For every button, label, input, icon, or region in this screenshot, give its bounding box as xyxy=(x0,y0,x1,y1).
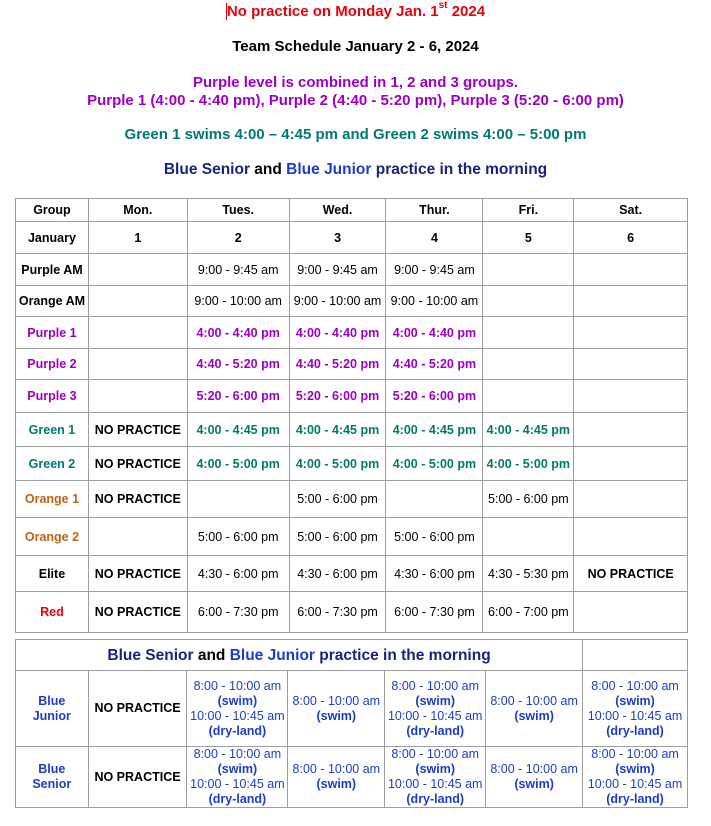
table-row xyxy=(16,413,688,447)
schedule-cell: 4:30 - 6:00 pm xyxy=(187,556,289,592)
dryland-label: (dry-land) xyxy=(606,792,664,806)
blue-schedule-cell xyxy=(385,747,486,808)
dryland-time: 10:00 - 10:45 am xyxy=(387,708,483,723)
schedule-cell xyxy=(88,518,187,556)
blue-group-line1: Blue xyxy=(38,693,66,708)
group-name: Purple AM xyxy=(16,254,89,286)
schedule-cell xyxy=(483,349,574,380)
schedule-cell xyxy=(574,286,688,317)
group-name: Elite xyxy=(16,556,89,592)
schedule-cell: 4:00 - 4:40 pm xyxy=(386,317,483,349)
schedule-cell: 4:30 - 5:30 pm xyxy=(483,556,574,592)
blue-schedule-cell xyxy=(486,671,583,747)
schedule-cell: 6:00 - 7:00 pm xyxy=(483,592,574,633)
schedule-cell xyxy=(574,349,688,380)
dryland-label: (dry-land) xyxy=(208,792,267,806)
header-row-cell: Sat. xyxy=(574,199,688,222)
schedule-cell: NO PRACTICE xyxy=(88,481,187,518)
group-name: Purple 1 xyxy=(16,317,89,349)
green-note: Green 1 swims 4:00 – 4:45 pm and Green 2 swims 4:00 – 5:00 pm xyxy=(124,126,587,143)
group-name: Orange 1 xyxy=(16,481,89,518)
table-row xyxy=(16,592,688,633)
schedule-cell: 4:40 - 5:20 pm xyxy=(289,349,386,380)
date-row-cell: January xyxy=(16,222,89,254)
table-row xyxy=(16,317,688,349)
table-row xyxy=(16,481,688,518)
schedule-cell: NO PRACTICE xyxy=(88,447,187,481)
schedule-cell: NO PRACTICE xyxy=(574,556,688,592)
table-row xyxy=(16,349,688,380)
header-row-cell: Thur. xyxy=(386,199,483,222)
blue-table-heading-row xyxy=(16,640,688,671)
swim-label: (swim) xyxy=(615,693,655,708)
schedule-cell xyxy=(483,286,574,317)
schedule-cell xyxy=(483,317,574,349)
schedule-cell: 6:00 - 7:30 pm xyxy=(386,592,483,633)
swim-label: (swim) xyxy=(615,762,655,776)
swim-time: 8:00 - 10:00 am xyxy=(490,693,578,708)
header-row-cell: Mon. xyxy=(88,199,187,222)
schedule-cell: 4:00 - 4:40 pm xyxy=(187,317,289,349)
schedule-cell: 9:00 - 10:00 am xyxy=(187,286,289,317)
blue-schedule-cell xyxy=(187,671,288,747)
blue-schedule-cell xyxy=(187,747,288,808)
swim-label: (swim) xyxy=(316,708,357,723)
swim-time: 8:00 - 10:00 am xyxy=(193,747,282,761)
schedule-cell xyxy=(88,286,187,317)
schedule-cell: 9:00 - 9:45 am xyxy=(289,254,386,286)
table-row xyxy=(16,447,688,481)
dryland-label: (dry-land) xyxy=(406,723,465,738)
header-row-cell: Tues. xyxy=(187,199,289,222)
schedule-cell xyxy=(574,413,688,447)
dryland-label: (dry-land) xyxy=(606,723,664,738)
blue-table-row xyxy=(16,747,688,808)
schedule-cell: 5:00 - 6:00 pm xyxy=(386,518,483,556)
schedule-cell xyxy=(88,380,187,413)
schedule-cell: 5:20 - 6:00 pm xyxy=(386,380,483,413)
schedule-cell: 4:00 - 4:45 pm xyxy=(187,413,289,447)
schedule-cell: 6:00 - 7:30 pm xyxy=(187,592,289,633)
schedule-cell: 4:00 - 5:00 pm xyxy=(289,447,386,481)
swim-label: (swim) xyxy=(415,693,455,708)
blue-table-heading: Blue Senior and Blue Junior practice in the morning xyxy=(16,640,583,671)
schedule-cell: 4:40 - 5:20 pm xyxy=(187,349,289,380)
schedule-cell xyxy=(574,481,688,518)
schedule-cell: 9:00 - 10:00 am xyxy=(289,286,386,317)
header-row xyxy=(16,199,688,222)
schedule-cell xyxy=(483,518,574,556)
purple-note-line1: Purple level is combined in 1, 2 and 3 groups. xyxy=(192,74,519,91)
swim-label: (swim) xyxy=(415,762,455,776)
blue-group-line2: Junior xyxy=(32,708,71,723)
blue-schedule-cell xyxy=(486,747,583,808)
swim-time: 8:00 - 10:00 am xyxy=(391,747,479,761)
table-row xyxy=(16,286,688,317)
blue-group-name xyxy=(16,671,89,747)
page-title: Team Schedule January 2 - 6, 2024 xyxy=(232,38,479,55)
group-name: Orange AM xyxy=(16,286,89,317)
date-row-cell: 2 xyxy=(187,222,289,254)
schedule-cell: 4:00 - 4:40 pm xyxy=(289,317,386,349)
dryland-time: 10:00 - 10:45 am xyxy=(190,777,285,791)
group-name: Green 2 xyxy=(16,447,89,481)
schedule-cell xyxy=(574,380,688,413)
schedule-cell: 4:00 - 5:00 pm xyxy=(187,447,289,481)
swim-label: (swim) xyxy=(514,708,554,723)
date-row-cell: 5 xyxy=(483,222,574,254)
schedule-cell: 4:40 - 5:20 pm xyxy=(386,349,483,380)
schedule-cell: 5:00 - 6:00 pm xyxy=(289,518,386,556)
schedule-cell: 4:30 - 6:00 pm xyxy=(289,556,386,592)
schedule-cell xyxy=(574,254,688,286)
swim-label: (swim) xyxy=(514,777,554,791)
blue-group-name xyxy=(16,747,89,808)
no-practice-cell: NO PRACTICE xyxy=(88,671,187,747)
blue-schedule-cell xyxy=(583,747,688,808)
blue-schedule-cell xyxy=(583,671,688,747)
date-row-cell: 4 xyxy=(386,222,483,254)
swim-time: 8:00 - 10:00 am xyxy=(490,762,578,776)
schedule-cell xyxy=(187,481,289,518)
schedule-cell xyxy=(88,317,187,349)
blue-schedule-cell xyxy=(288,671,385,747)
dryland-time: 10:00 - 10:45 am xyxy=(387,777,483,791)
swim-label: (swim) xyxy=(316,777,357,791)
dryland-time: 10:00 - 10:45 am xyxy=(587,777,683,791)
blue-table xyxy=(15,639,688,808)
swim-time: 8:00 - 10:00 am xyxy=(292,762,381,776)
header-row-cell: Fri. xyxy=(483,199,574,222)
schedule-cell: 4:00 - 5:00 pm xyxy=(386,447,483,481)
dryland-label: (dry-land) xyxy=(406,792,465,806)
schedule-cell: 4:30 - 6:00 pm xyxy=(386,556,483,592)
table-row xyxy=(16,380,688,413)
swim-time: 8:00 - 10:00 am xyxy=(292,693,381,708)
schedule-cell: 5:20 - 6:00 pm xyxy=(187,380,289,413)
schedule-cell: NO PRACTICE xyxy=(88,413,187,447)
schedule-cell xyxy=(386,481,483,518)
schedule-cell xyxy=(574,592,688,633)
swim-time: 8:00 - 10:00 am xyxy=(591,747,679,761)
schedule-cell: 4:00 - 4:45 pm xyxy=(289,413,386,447)
blue-note: Blue Senior and Blue Junior practice in the morning xyxy=(163,161,548,178)
group-name: Red xyxy=(16,592,89,633)
purple-note-line2: Purple 1 (4:00 - 4:40 pm), Purple 2 (4:40 - 5:20 pm), Purple 3 (5:20 - 6:00 pm) xyxy=(87,92,624,109)
schedule-cell xyxy=(88,349,187,380)
group-name: Purple 2 xyxy=(16,349,89,380)
schedule-cell xyxy=(574,317,688,349)
schedule-cell: 5:00 - 6:00 pm xyxy=(483,481,574,518)
date-row-cell: 3 xyxy=(289,222,386,254)
blue-table-heading-empty xyxy=(583,640,688,671)
schedule-cell: 9:00 - 9:45 am xyxy=(187,254,289,286)
schedule-cell xyxy=(483,380,574,413)
swim-label: (swim) xyxy=(217,762,258,776)
swim-label: (swim) xyxy=(217,693,258,708)
schedule-cell xyxy=(574,447,688,481)
schedule-cell: 5:20 - 6:00 pm xyxy=(289,380,386,413)
header-row-cell: Group xyxy=(16,199,89,222)
swim-time: 8:00 - 10:00 am xyxy=(591,678,679,693)
schedule-cell: 9:00 - 10:00 am xyxy=(386,286,483,317)
date-row-cell: 6 xyxy=(574,222,688,254)
blue-table-body xyxy=(16,671,688,808)
dryland-time: 10:00 - 10:45 am xyxy=(190,708,285,723)
dryland-time: 10:00 - 10:45 am xyxy=(587,708,683,723)
table-row xyxy=(16,518,688,556)
schedule-cell xyxy=(574,518,688,556)
schedule-cell xyxy=(88,254,187,286)
schedule-cell xyxy=(483,254,574,286)
group-name: Green 1 xyxy=(16,413,89,447)
blue-schedule-cell xyxy=(385,671,486,747)
group-name: Purple 3 xyxy=(16,380,89,413)
schedule-cell: NO PRACTICE xyxy=(88,556,187,592)
schedule-table xyxy=(15,198,688,633)
schedule-cell: 4:00 - 4:45 pm xyxy=(386,413,483,447)
date-row xyxy=(16,222,688,254)
swim-time: 8:00 - 10:00 am xyxy=(391,678,479,693)
schedule-cell: 6:00 - 7:30 pm xyxy=(289,592,386,633)
header-row-cell: Wed. xyxy=(289,199,386,222)
blue-group-line1: Blue xyxy=(38,762,66,776)
dryland-label: (dry-land) xyxy=(208,723,267,738)
swim-time: 8:00 - 10:00 am xyxy=(193,678,282,693)
schedule-cell: NO PRACTICE xyxy=(88,592,187,633)
schedule-cell: 4:00 - 5:00 pm xyxy=(483,447,574,481)
group-name: Orange 2 xyxy=(16,518,89,556)
schedule-table-body xyxy=(16,199,688,633)
schedule-cell: 5:00 - 6:00 pm xyxy=(289,481,386,518)
table-row xyxy=(16,556,688,592)
blue-group-line2: Senior xyxy=(32,777,72,791)
blue-table-row xyxy=(16,671,688,747)
no-practice-notice: No practice on Monday Jan. 1st 2024 xyxy=(226,0,486,20)
schedule-cell: 5:00 - 6:00 pm xyxy=(187,518,289,556)
table-row xyxy=(16,254,688,286)
date-row-cell: 1 xyxy=(88,222,187,254)
no-practice-cell: NO PRACTICE xyxy=(88,747,187,808)
schedule-cell: 4:00 - 4:45 pm xyxy=(483,413,574,447)
schedule-cell: 9:00 - 9:45 am xyxy=(386,254,483,286)
blue-schedule-cell xyxy=(288,747,385,808)
